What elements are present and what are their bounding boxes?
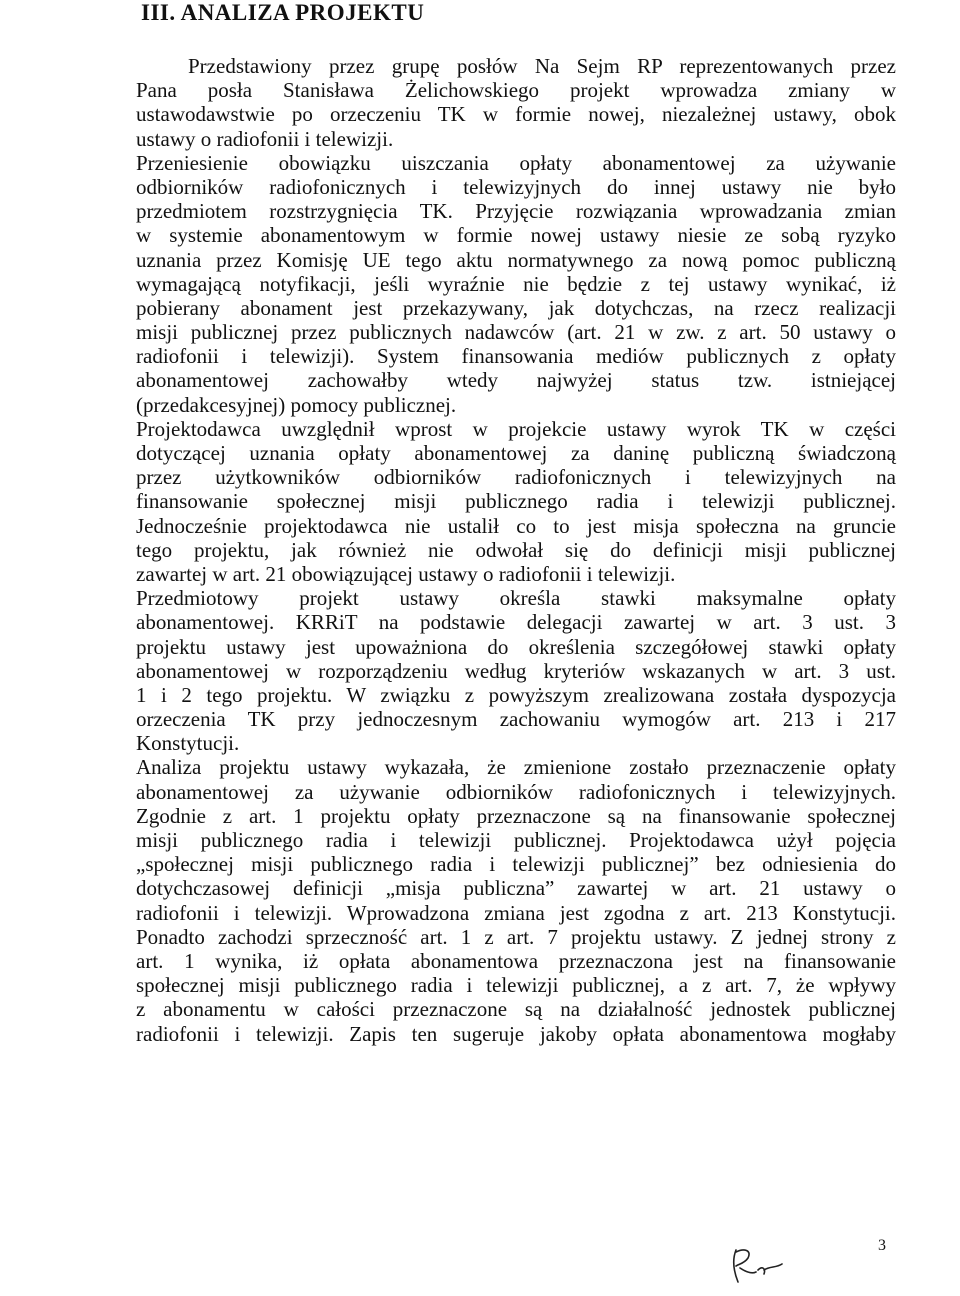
body-text [136, 54, 896, 1046]
text-line: Analiza projektu ustawy wykazała, że zmienione zostało przeznaczenie opłaty [136, 755, 896, 780]
text-line: Zgodnie z art. 1 projektu opłaty przeznaczone są na finansowanie społecznej [136, 803, 896, 828]
text-line: Przedmiotowy projekt ustawy określa stawki maksymalne opłaty [136, 586, 896, 611]
text-line: przez użytkowników odbiorników radiofonicznych i telewizyjnych na [136, 465, 896, 490]
text-line: zawartej w art. 21 obowiązującej ustawy o radiofonii i telewizji. [136, 561, 676, 586]
text-line: przedmiotem rozstrzygnięcia TK. Przyjęcie rozwiązania wprowadzania zmian [136, 199, 896, 224]
text-line: projektu ustawy jest upoważniona do określenia szczegółowej stawki opłaty [136, 634, 896, 659]
text-line: Konstytucji. [136, 731, 240, 756]
text-line: art. 1 wynika, iż opłata abonamentowa przeznaczona jest na finansowanie [136, 948, 896, 973]
text-line: finansowanie społecznej misji publicznego radia i telewizji publicznej. [136, 489, 896, 514]
text-line: Przedstawiony przez grupę posłów Na Sejm RP reprezentowanych przez [188, 54, 896, 78]
text-line: radiofonii i telewizji. Wprowadzona zmiana jest zgodna z art. 213 Konstytucji. [136, 900, 896, 925]
text-line: Pana posła Stanisława Żelichowskiego projekt wprowadza zmiany w [136, 78, 896, 103]
text-line: 1 i 2 tego projektu. W związku z powyższym zrealizowana została dyspozycja [136, 682, 896, 707]
text-line: Ponadto zachodzi sprzeczność art. 1 z art. 7 projektu ustawy. Z jednej strony z [136, 924, 896, 949]
text-line: (przedakcesyjnej) pomocy publicznej. [136, 392, 457, 417]
text-line: ustawodawstwie po orzeczeniu TK w formie nowej, niezależnej ustawy, obok [136, 102, 896, 127]
text-line: radiofonii i telewizji). System finansowania mediów publicznych z opłaty [136, 344, 896, 369]
text-line: społecznej misji publicznego radia i telewizji publicznej, a z art. 7, że wpływy [136, 973, 896, 998]
text-line: tego projektu, jak również nie odwołał się do definicji misji publicznej [136, 537, 896, 562]
text-line: dotychczasowej definicji „misja publiczna” zawartej w art. 21 ustawy o [136, 876, 896, 901]
text-line: ustawy o radiofonii i telewizji. [136, 126, 394, 151]
text-line: abonamentowej za używanie odbiorników radiofonicznych i telewizyjnych. [136, 779, 896, 804]
section-heading: III. ANALIZA PROJEKTU [141, 0, 425, 25]
text-line: odbiorników radiofonicznych i telewizyjnych do innej ustawy nie było [136, 174, 896, 199]
text-line: Jednocześnie projektodawca nie ustalił co to jest misja społeczna na gruncie [136, 513, 896, 538]
text-line: misji publicznego radia i telewizji publicznej. Projektodawca użył pojęcia [136, 828, 896, 852]
text-line: abonamentowej zachowałby wtedy najwyżej status tzw. istniejącej [136, 368, 896, 393]
text-line: Projektodawca uwzględnił wprost w projekcie ustawy wyrok TK w części [136, 416, 896, 441]
text-line: abonamentowej w rozporządzeniu według kryteriów wskazanych w art. 3 ust. [136, 658, 896, 683]
text-line: wymagającą notyfikacji, jeśli wyraźnie nie będzie z tej ustawy wynikać, iż [136, 271, 896, 296]
text-line: w systemie abonamentowym w formie nowej ustawy niesie ze sobą ryzyko [136, 223, 896, 248]
text-line: orzeczenia TK przy jednoczesnym zachowaniu wymogów art. 213 i 217 [136, 707, 896, 732]
text-line: abonamentowej. KRRiT na podstawie delegacji zawartej w art. 3 ust. 3 [136, 610, 896, 635]
text-line: z abonamentu w całości przeznaczone są na działalność jednostek publicznej [136, 997, 896, 1022]
handwritten-initials [726, 1244, 796, 1288]
text-line: Przeniesienie obowiązku uiszczania opłaty abonamentowej za używanie [136, 150, 896, 175]
text-line: radiofonii i telewizji. Zapis ten sugeruje jakoby opłata abonamentowa mogłaby [136, 1021, 896, 1046]
text-line: pobierany abonament jest przekazywany, jak dotychczas, na rzecz realizacji [136, 295, 896, 320]
text-line: uznania przez Komisję UE tego aktu normatywnego za nową pomoc publiczną [136, 247, 896, 272]
page-number: 3 [878, 1237, 886, 1254]
text-line: dotyczącej uznania opłaty abonamentowej za daninę publiczną świadczoną [136, 441, 896, 465]
text-line: misji publicznej przez publicznych nadawców (art. 21 w zw. z art. 50 ustawy o [136, 320, 896, 345]
text-line: „społecznej misji publicznego radia i telewizji publicznej” bez odniesienia do [136, 852, 896, 877]
